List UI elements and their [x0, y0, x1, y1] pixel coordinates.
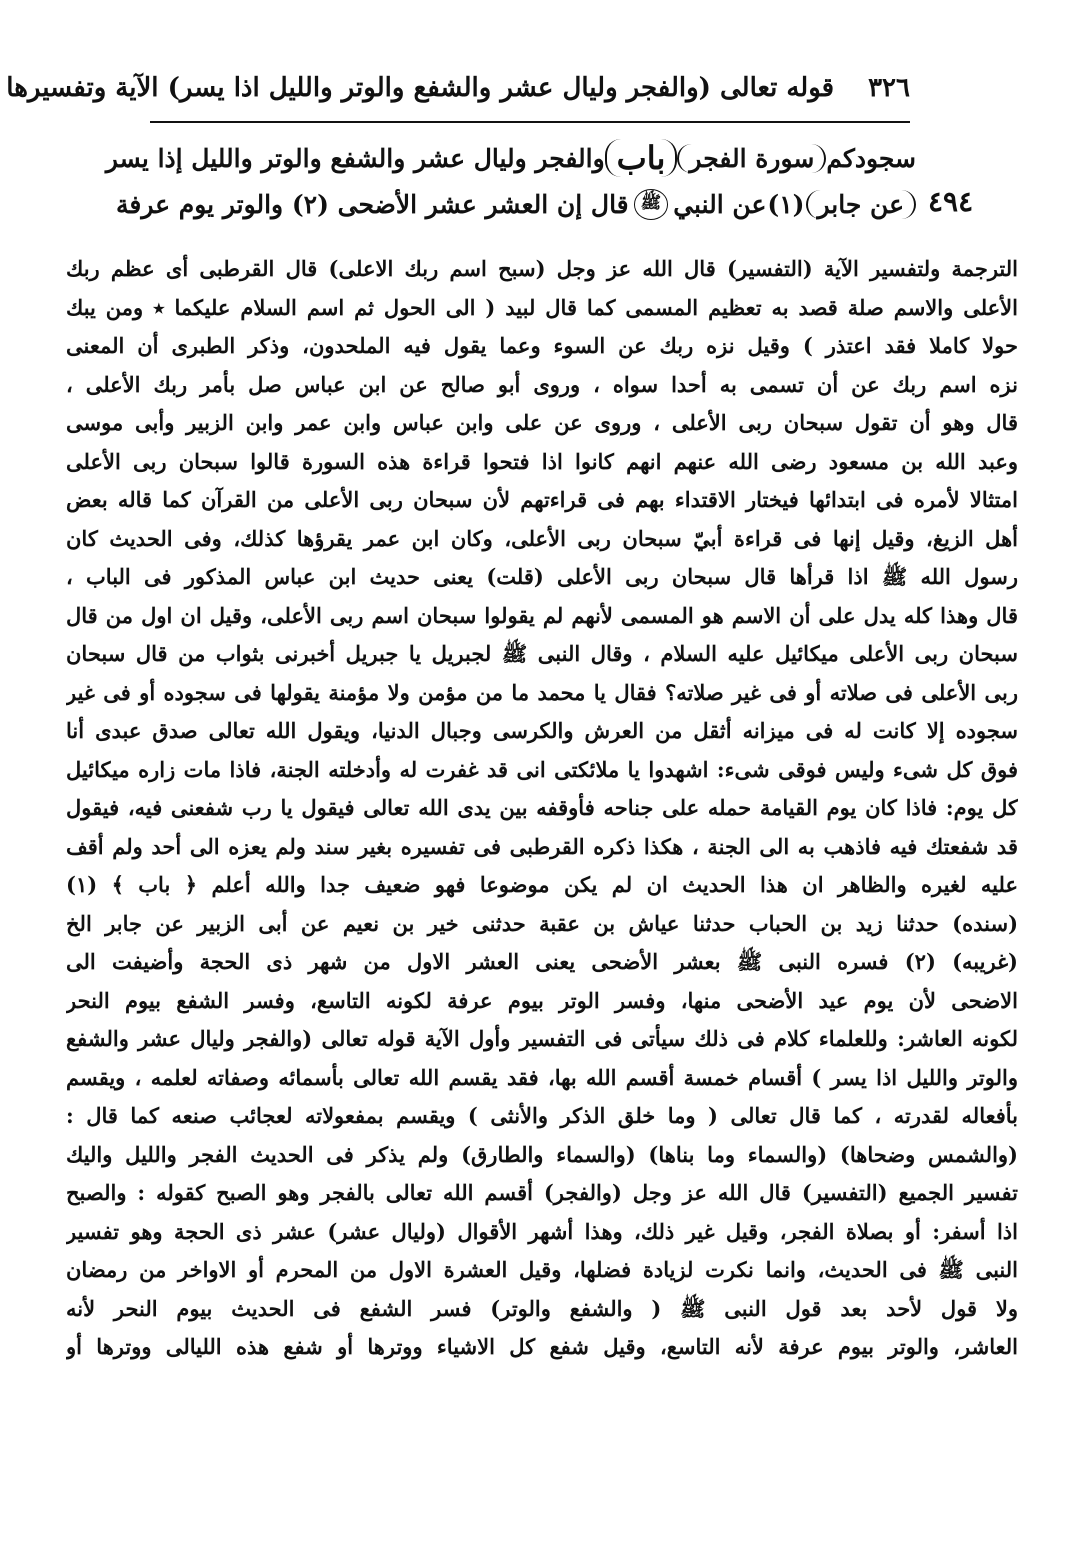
header-title: قوله تعالى (والفجر وليال عشر والشفع والوتر والليل اذا يسر) الآية وتفسيرها	[6, 73, 835, 103]
commentary-line: وعبد الله بن مسعود رضى الله عنهم انهم كانوا اذا فتحوا قراءة هذه السورة قالوا سبحان ربى الأعلى	[66, 448, 1018, 474]
hadith-number: ٤٩٤	[928, 185, 974, 218]
commentary-line: العاشر، والوتر بيوم عرفة لأنه التاسع، وقيل شفع كل الاشياء ووترها أو شفع هذه الليالى ووترها أو	[66, 1334, 1018, 1359]
commentary-line: تفسير الجميع (التفسير) قال الله عز وجل (والفجر) أقسم الله تعالى بالفجر وهو الصبح كقوله : والصبح	[66, 1180, 1018, 1205]
commentary-line: الترجمة ولتفسير الآية (التفسير) قال الله عز وجل (سبح اسم ربك الاعلى) قال القرطبى أى عظم ربك	[66, 256, 1018, 281]
commentary-line: كل يوم: فاذا كان يوم القيامة حمله على جناحه فأوقفه بين يدى الله تعالى فيقول يا رب شفعنى فيه، فيقول	[66, 795, 1018, 820]
commentary-line: (والشمس وضحاها) (والسماء وما بناها) (والسماء والطارق) ولم يذكر فى الحديث الفجر والليل واليك	[66, 1141, 1018, 1167]
header-rule	[150, 121, 910, 123]
commentary-line: اذا أسفر: أو بصلاة الفجر، وقيل غير ذلك، وهذا أشهر الأقوال (وليال عشر) عشر ذى الحجة وهو تفسير	[66, 1218, 1018, 1244]
salawat-icon: ﷺ	[634, 189, 669, 220]
bab-heading: باب	[605, 139, 678, 177]
commentary-line: (غريبه) (٢) فسره النبى ﷺ بعشر الأضحى يعنى العشر الاول من شهر ذى الحجة وأضيفت الى	[66, 949, 1018, 974]
running-header	[6, 66, 910, 110]
commentary-line: النبى ﷺ فى الحديث، وانما نكرت لزيادة فضلها، وقيل العشرة الاول من المحرم أو الاواخر من رمضان	[66, 1257, 1018, 1282]
narrator: عن جابر	[806, 190, 916, 219]
hadith-text-b: قال إن العشر عشر الأضحى (٢) والوتر يوم عرفة	[116, 189, 629, 219]
hadith-text-a: عن النبي	[673, 189, 767, 219]
footnote-ref-1: (١)	[767, 189, 805, 219]
commentary-line: (سنده) حدثنا زيد بن الحباب حدثنا عياش بن عقبة حدثنى خير بن نعيم عن أبى الزبير عن جابر الخ	[66, 910, 1018, 936]
commentary-line: الأعلى والاسم صلة قصد به تعظيم المسمى كما قال لبيد ( الى الحول ثم اسم السلام عليكما ٭ ومن يبك	[66, 294, 1018, 320]
commentary-line: لكونه العاشر: وللعلماء كلام فى ذلك سيأتى فى التفسير وأول الآية قوله تعالى (والفجر وليال عشر والشفع	[66, 1026, 1018, 1051]
commentary-line: سجوده إلا كانت له فى ميزانه أثقل من العرش والكرسى وجبال الدنيا، ويقول الله تعالى صدق عبدى أنا	[66, 718, 1018, 743]
hadith-lead: سجودكم	[826, 143, 916, 173]
hadith-line-2	[116, 180, 916, 228]
page-number: ٣٢٦	[868, 73, 910, 103]
commentary-line: ربى الأعلى فى صلاته أو فى غير صلاته؟ فقال يا محمد ما من مؤمن ولا مؤمنة يقولها فى سجوده أو فى غير	[66, 679, 1018, 705]
commentary-line: والوتر والليل اذا يسر ) أقسام خمسة أقسم الله بها، فقد يقسم الله تعالى بأسمائه وصفاته لعلمه ، ويقسم	[66, 1064, 1018, 1090]
commentary-line: ولا قول لأحد بعد قول النبى ﷺ ( والشفع والوتر) فسر الشفع فى الحديث بيوم النحر لأنه	[66, 1295, 1018, 1321]
commentary-block	[66, 250, 1018, 1520]
commentary-line: أهل الزيغ، وقيل إنها فى قراءة أبيّ سبحان ربى الأعلى، وكان ابن عمر يقرؤها كذلك، وفى الحديث كان	[66, 525, 1018, 551]
commentary-line: بأفعاله لقدرته ، كما قال تعالى ( وما خلق الذكر والأنثى ) ويقسم بمفعولاته لعجائب صنعه كما قال :	[66, 1103, 1018, 1128]
verse-text: والفجر وليال عشر والشفع والوتر والليل إذا يسر	[105, 143, 605, 173]
commentary-line: رسول الله ﷺ اذا قرأها قال سبحان ربى الأعلى (قلت) يعنى حديث ابن عباس المذكور فى الباب ،	[66, 564, 1018, 589]
surah-title: سورة الفجر	[677, 144, 826, 173]
commentary-line: حولا كاملا فقد اعتذر ) وقيل نزه ربك عن السوء وعما يقول فيه الملحدون، وذكر الطبرى أن المعنى	[66, 333, 1018, 358]
commentary-line: نزه اسم ربك عن أن تسمى به أحدا سواه ، وروى أبو صالح عن ابن عباس صل بأمر ربك الأعلى ،	[66, 371, 1018, 397]
commentary-line: فوق كل شىء وليس فوقى شىء: اشهدوا يا ملائكتى انى قد غفرت له وأدخلته الجنة، فاذا مات زاره ميكائيل	[66, 756, 1018, 782]
commentary-line: قد شفعتك فيه فاذهب به الى الجنة ، هكذا ذكره القرطبى فى تفسيره بغير سند ولم يعزه الى أحد ولم أقف	[66, 833, 1018, 859]
commentary-line: قال وهو أن تقول سبحان ربى الأعلى ، وروى عن على وابن عباس وابن عمر وابن الزبير وأبى موسى	[66, 410, 1018, 435]
commentary-line: امتثالا لأمره فى ابتدائها فيختار الاقتداء بهم فى قراءتهم لأن سبحان ربى الأعلى من القرآن كما قاله بعض	[66, 487, 1018, 512]
commentary-line: سبحان ربى الأعلى ميكائيل عليه السلام ، وقال النبى ﷺ لجبريل يا جبريل أخبرنى بثواب من قال سبحان	[66, 641, 1018, 666]
commentary-line: عليه لغيره والظاهر ان هذا الحديث ان لم يكن موضوعا فهو ضعيف جدا والله أعلم ﴿ باب ﴾ (١)	[66, 872, 1018, 897]
hadith-line-1	[105, 134, 916, 182]
commentary-line: قال وهذا كله يدل على أن الاسم هو المسمى لأنهم لم يقولوا سبحان اسم ربى الأعلى، وقيل ان اول من قال	[66, 602, 1018, 628]
commentary-line: الاضحى لأن يوم عيد الأضحى منها، وفسر الوتر بيوم عرفة لكونه التاسع، وفسر الشفع بيوم النحر	[66, 987, 1018, 1013]
